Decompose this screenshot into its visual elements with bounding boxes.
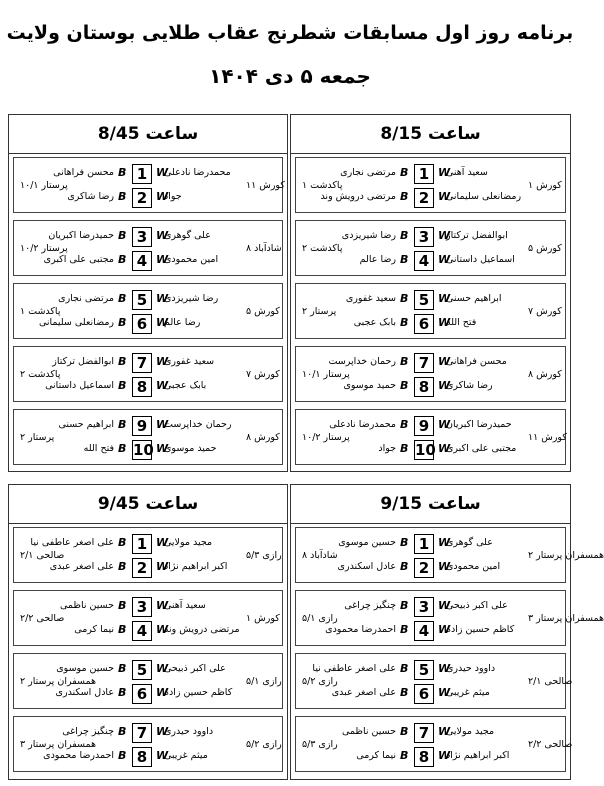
white-label: W [438,379,451,392]
match-block [13,653,283,709]
panel-9-15 [290,484,604,780]
white-player: علی گوهری [446,537,493,548]
board-number: 7 [414,723,434,743]
white-label: W [438,355,451,368]
white-player: اسماعیل داستانی [446,254,515,265]
black-player: نیما کرمی [74,624,114,635]
white-label: W [438,229,451,242]
white-player: مجید مولایی [446,726,495,737]
panel-time: ساعت 9/15 [380,494,481,514]
panel-8-15 [290,114,571,472]
team-name-right: رازی ۵/۲ [246,739,282,750]
panel-time: ساعت 8/45 [97,124,199,144]
black-player: رضا شاکری [67,191,114,202]
board-number: 8 [414,377,434,397]
board-number: 6 [414,314,434,334]
panel-8-45 [8,114,288,472]
white-player: رمضانعلی سلیمانی [446,191,522,202]
black-player: رحمان خداپرست [328,356,396,367]
black-label: B [118,749,127,762]
board-number: 10 [415,441,436,459]
page-title: برنامه روز اول مسابقات شطرنج عقاب طلایی بوستان ولایت [6,22,574,44]
team-name-left: همسفران پرستار ۲ [20,676,96,687]
black-label: B [400,536,409,549]
white-label: W [156,229,169,242]
white-player: کاظم حسین زاده [446,624,515,635]
team-name-left: پرستار ۲ [20,432,55,443]
match-block [295,283,566,339]
black-label: B [118,686,127,699]
white-label: W [156,560,169,573]
black-label: B [118,292,127,305]
panel-time: ساعت 9/45 [97,494,199,514]
white-label: W [156,355,169,368]
black-label: B [118,253,127,266]
team-name-left: رازی ۵/۳ [302,739,338,750]
black-label: B [118,229,127,242]
black-label: B [400,749,409,762]
white-player: محسن فراهانی [446,356,507,367]
match-block [13,716,283,772]
team-name-right: همسفران پرستار ۳ [528,613,604,624]
team-name-left: شادآباد ۸ [302,550,338,561]
team-name-left: رازی ۵/۲ [302,676,338,687]
white-label: W [438,686,451,699]
team-name-right: کورش ۵ [246,306,280,317]
white-label: W [438,599,451,612]
black-player: علی اصغر عاطفی نیا [30,537,114,548]
board-number: 3 [132,227,152,247]
black-label: B [400,316,409,329]
white-label: W [438,166,451,179]
black-player: حمیدرضا اکبریان [48,230,114,241]
board-row [296,289,565,311]
board-number: 4 [414,251,434,271]
team-name-right: کورش ۱۱ [528,432,567,443]
white-label: W [438,662,451,675]
white-player: حمید موسوی [164,443,217,454]
match-block [295,346,566,402]
team-name-left: پرستار ۱۰/۲ [302,432,350,443]
black-label: B [118,355,127,368]
black-player: عادل اسکندری [55,687,114,698]
black-player: مرتضی نجاری [340,167,396,178]
white-player: علی اکبر ذبیحی [446,600,508,611]
black-player: فتح الله [83,443,114,454]
team-name-left: صالحی ۲/۲ [20,613,65,624]
black-label: B [118,316,127,329]
white-player: مجتبی علی اکبری [446,443,517,454]
black-label: B [400,725,409,738]
white-label: W [156,662,169,675]
team-name-left: همسفران پرستار ۳ [20,739,96,750]
white-label: W [156,190,169,203]
match-block [295,157,566,213]
match-block [13,527,283,583]
white-label: W [438,418,451,431]
black-label: B [400,190,409,203]
white-player: رضا شاکری [446,380,493,391]
board-number: 3 [414,227,434,247]
match-block [295,653,573,709]
black-player: حمید موسوی [343,380,396,391]
team-name-right: صالحی ۲/۲ [528,739,573,750]
white-player: اکبر ابراهیم نژاد [446,750,510,761]
black-label: B [400,253,409,266]
board-number: 1 [132,534,152,554]
board-number: 5 [414,660,434,680]
match-block [13,409,283,465]
team-name-left: پاکدشت ۱ [302,180,343,191]
board-number: 6 [414,684,434,704]
board-number: 7 [414,353,434,373]
board-number: 2 [132,558,152,578]
team-name-right: کورش ۷ [528,306,562,317]
black-player: رضا شیریزدی [341,230,396,241]
white-player: ابوالفضل ترکتاز [446,230,508,241]
white-label: W [438,725,451,738]
board-number: 6 [132,684,152,704]
team-name-right: شادآباد ۸ [246,243,282,254]
black-player: ابوالفضل ترکتاز [52,356,114,367]
white-label: W [156,725,169,738]
white-player: ابراهیم حسنی [446,293,502,304]
board-number: 9 [132,416,152,436]
team-name-left: پرستار ۱۰/۱ [20,180,68,191]
white-label: W [438,560,451,573]
board-number: 5 [132,660,152,680]
white-player: داوود حیدری [164,726,214,737]
white-label: W [156,686,169,699]
black-player: جواد [378,443,396,454]
black-player: سعید غفوری [345,293,396,304]
black-label: B [400,560,409,573]
white-player: مجید مولایی [164,537,213,548]
team-name-right: کورش ۵ [528,243,562,254]
match-block [13,220,283,276]
black-player: محسن فراهانی [53,167,114,178]
match-block [295,220,566,276]
black-player: محمدرضا نادعلی [329,419,396,430]
white-label: W [438,623,451,636]
black-label: B [400,623,409,636]
black-label: B [118,725,127,738]
white-player: مرتضی درویش وند [164,624,240,635]
panel-time: ساعت 8/15 [380,124,481,144]
board-number: 1 [132,164,152,184]
white-player: اکبر ابراهیم نژاد [164,561,228,572]
team-name-left: پاکدشت ۲ [20,369,61,380]
match-block [295,527,604,583]
board-number: 10 [133,441,154,459]
team-name-right: کورش ۷ [246,369,280,380]
black-player: نیما کرمی [356,750,396,761]
black-label: B [400,442,409,455]
team-name-right: کورش ۱ [246,613,280,624]
board-number: 1 [414,534,434,554]
team-name-right: صالحی ۲/۱ [528,676,573,687]
black-label: B [400,229,409,242]
board-number: 3 [414,597,434,617]
white-player: میثم غریبی [446,687,490,698]
white-label: W [438,190,451,203]
page-subtitle: جمعه ۵ دی ۱۴۰۴ [209,64,371,88]
team-name-right: کورش ۱۱ [246,180,285,191]
black-player: حسین ناظمی [342,726,396,737]
board-number: 8 [414,747,434,767]
white-player: سعید آهنی [164,600,206,611]
white-player: رضا عالم [164,317,201,328]
white-label: W [156,379,169,392]
black-label: B [400,355,409,368]
white-label: W [156,418,169,431]
black-player: اسماعیل داستانی [45,380,114,391]
black-player: مرتضی نجاری [58,293,114,304]
black-player: احمدرضا محمودی [43,750,114,761]
white-label: W [438,316,451,329]
black-player: مرتضی درویش وند [320,191,396,202]
white-player: فتح الله [446,317,477,328]
white-label: W [438,442,451,455]
black-player: مجتبی علی اکبری [43,254,114,265]
white-player: بابک عجبی [164,380,207,391]
board-number: 4 [414,621,434,641]
white-player: سعید آهنی [446,167,488,178]
white-label: W [156,253,169,266]
black-player: علی اصغر عاطفی نیا [312,663,396,674]
team-name-left: رازی ۵/۱ [302,613,338,624]
black-label: B [400,379,409,392]
team-name-left: پرستار ۲ [302,306,337,317]
team-name-left: پاکدشت ۱ [20,306,61,317]
match-block [295,590,604,646]
match-block [13,157,283,213]
black-player: حسین موسوی [338,537,396,548]
board-number: 5 [414,290,434,310]
white-player: سعید غفوری [164,356,215,367]
black-label: B [118,623,127,636]
board-number: 9 [414,416,434,436]
white-player: داوود حیدری [446,663,496,674]
white-player: امین محمودی [164,254,219,265]
white-label: W [156,292,169,305]
black-player: حسین ناظمی [60,600,114,611]
board-number: 5 [132,290,152,310]
panel-9-45 [8,484,288,780]
board-number: 3 [132,597,152,617]
match-block [295,409,566,465]
black-player: علی اصغر عبدی [331,687,396,698]
black-label: B [118,662,127,675]
black-label: B [118,190,127,203]
black-label: B [400,418,409,431]
black-label: B [118,560,127,573]
white-player: جواد [164,191,182,202]
team-name-right: رازی ۵/۳ [246,550,282,561]
board-number: 2 [414,188,434,208]
white-player: علی گوهری [164,230,211,241]
white-player: میثم غریبی [164,750,208,761]
white-label: W [438,292,451,305]
black-player: رمضانعلی سلیمانی [38,317,114,328]
board-number: 2 [414,558,434,578]
black-label: B [400,292,409,305]
white-label: W [156,166,169,179]
black-label: B [400,686,409,699]
match-block [295,716,573,772]
black-player: چنگیز چراغی [344,600,396,611]
black-label: B [118,536,127,549]
board-number: 2 [132,188,152,208]
white-player: علی اکبر ذبیحی [164,663,226,674]
black-player: علی اصغر عبدی [49,561,114,572]
match-block [13,346,283,402]
team-name-left: پاکدشت ۲ [302,243,343,254]
white-player: حمیدرضا اکبریان [446,419,512,430]
black-label: B [118,442,127,455]
black-label: B [118,418,127,431]
board-number: 1 [414,164,434,184]
board-number: 7 [132,723,152,743]
team-name-right: همسفران پرستار ۲ [528,550,604,561]
white-label: W [156,623,169,636]
white-label: W [438,253,451,266]
team-name-right: کورش ۸ [528,369,562,380]
team-name-left: صالحی ۲/۱ [20,550,65,561]
black-label: B [118,166,127,179]
board-number: 6 [132,314,152,334]
white-label: W [156,749,169,762]
board-row [296,313,565,335]
team-name-right: کورش ۸ [246,432,280,443]
black-label: B [118,379,127,392]
white-label: W [156,316,169,329]
white-player: رحمان خداپرست [164,419,232,430]
team-name-right: رازی ۵/۱ [246,676,282,687]
black-player: ابراهیم حسنی [58,419,114,430]
board-number: 8 [132,747,152,767]
black-label: B [400,599,409,612]
black-player: چنگیز چراغی [62,726,114,737]
white-player: محمدرضا نادعلی [164,167,231,178]
black-label: B [400,662,409,675]
black-player: رضا عالم [359,254,396,265]
white-label: W [156,599,169,612]
team-name-left: پرستار ۱۰/۲ [20,243,68,254]
board-number: 4 [132,251,152,271]
black-player: احمدرضا محمودی [325,624,396,635]
white-player: امین محمودی [446,561,501,572]
black-player: بابک عجبی [353,317,396,328]
white-label: W [156,442,169,455]
black-label: B [400,166,409,179]
board-number: 4 [132,621,152,641]
match-block [13,590,283,646]
white-label: W [438,749,451,762]
black-player: عادل اسکندری [337,561,396,572]
team-name-right: کورش ۱ [528,180,562,191]
white-label: W [156,536,169,549]
black-label: B [118,599,127,612]
team-name-left: پرستار ۱۰/۱ [302,369,350,380]
white-player: کاظم حسین زاده [164,687,233,698]
board-number: 8 [132,377,152,397]
black-player: حسین موسوی [56,663,114,674]
white-player: رضا شیریزدی [164,293,219,304]
white-label: W [438,536,451,549]
match-block [13,283,283,339]
board-number: 7 [132,353,152,373]
